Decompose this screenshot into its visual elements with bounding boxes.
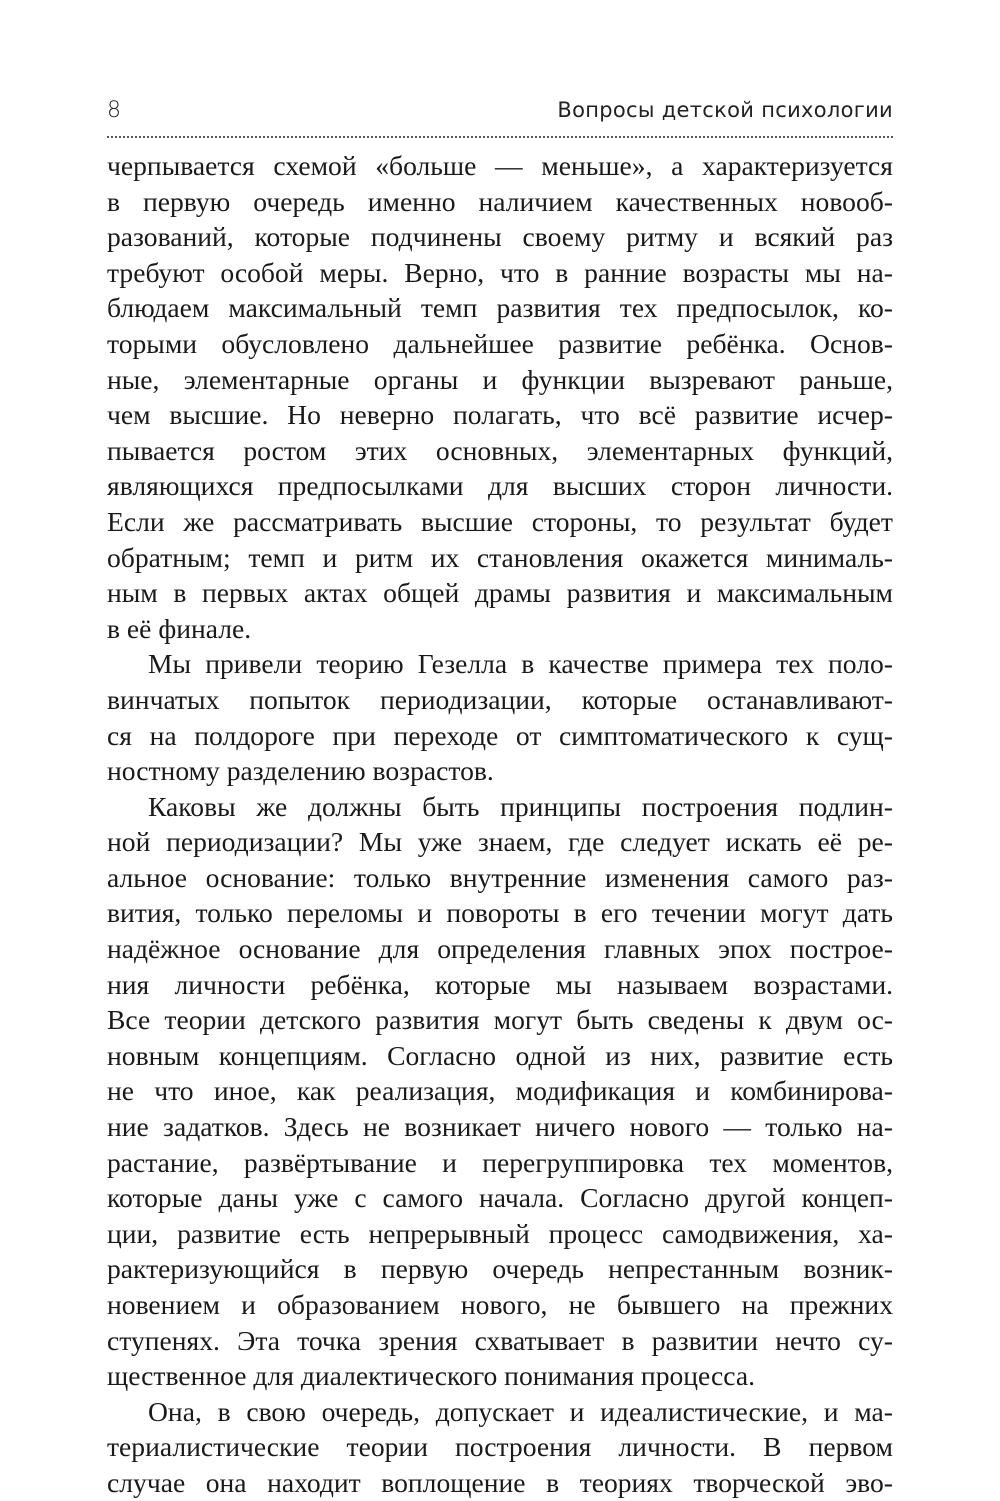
text-line: ции, развитие есть непрерывный процесс самодвижения, ха- — [107, 1217, 893, 1249]
text-line: териалистические теории построения личности. В первом — [107, 1431, 893, 1463]
text-line: щественное для диалектического понимания процесса. — [107, 1360, 755, 1392]
text-line: надёжное основание для определения главных эпох построе- — [107, 933, 893, 965]
page-number: 8 — [107, 98, 121, 123]
paragraph-4 — [107, 1394, 893, 1501]
text-line: не что иное, как реализация, модификация и комбинирова- — [107, 1075, 893, 1107]
text-line: случае она находит воплощение в теориях творческой эво- — [107, 1466, 893, 1498]
text-line: ступенях. Эта точка зрения схватывает в развитии нечто су- — [107, 1324, 893, 1356]
text-line: в первую очередь именно наличием качественных новооб- — [107, 185, 893, 217]
running-head — [107, 96, 893, 138]
text-line: Все теории детского развития могут быть сведены к двум ос- — [107, 1004, 893, 1036]
text-line: ностному разделению возрастов. — [107, 755, 494, 787]
text-line: чем высшие. Но неверно полагать, что всё развитие исчер- — [107, 399, 893, 431]
text-line: торыми обусловлено дальнейшее развитие ребёнка. Основ- — [107, 327, 893, 359]
text-line: Каковы же должны быть принципы построения подлин- — [148, 790, 893, 822]
text-line: в её финале. — [107, 612, 252, 644]
text-line: рактеризующийся в первую очередь непрестанным возник- — [107, 1253, 893, 1285]
text-line: пывается ростом этих основных, элементарных функций, — [107, 434, 893, 466]
text-line: винчатых попыток периодизации, которые останавливают- — [107, 683, 893, 715]
text-line: ния личности ребёнка, которые мы называем возрастами. — [107, 968, 893, 1000]
text-line: Если же рассматривать высшие стороны, то результат будет — [107, 505, 893, 537]
text-line: альное основание: только внутренние изменения самого раз- — [107, 861, 893, 893]
text-line: блюдаем максимальный темп развития тех предпосылок, ко- — [107, 292, 893, 324]
text-line: вития, только переломы и повороты в его течении могут дать — [107, 897, 893, 929]
text-line: являющихся предпосылками для высших сторон личности. — [107, 470, 893, 502]
text-line: новным концепциям. Согласно одной из них, развитие есть — [107, 1039, 893, 1071]
text-line: обратным; темп и ритм их становления окажется минималь- — [107, 541, 893, 573]
text-line: ся на полдороге при переходе от симптоматического к сущ- — [107, 719, 893, 751]
text-line: Она, в свою очередь, допускает и идеалистические, и ма- — [148, 1395, 893, 1427]
text-line: черпывается схемой «больше — меньше», а характеризуется — [107, 150, 893, 181]
text-line: Мы привели теорию Гезелла в качестве примера тех поло- — [148, 648, 893, 680]
paragraph-2 — [107, 646, 893, 788]
body-text — [107, 148, 893, 1501]
text-line: ной периодизации? Мы уже знаем, где следует искать её ре- — [107, 826, 893, 858]
text-line: которые даны уже с самого начала. Согласно другой концеп- — [107, 1182, 893, 1214]
text-line: ные, элементарные органы и функции вызревают раньше, — [107, 363, 893, 395]
paragraph-1 — [107, 148, 893, 646]
text-line: требуют особой меры. Верно, что в ранние возрасты мы на- — [107, 256, 893, 288]
paragraph-3 — [107, 789, 893, 1394]
running-title: Вопросы детской психологии — [557, 98, 893, 122]
text-line: новением и образованием нового, не бывшего на прежних — [107, 1289, 893, 1320]
text-line: ным в первых актах общей драмы развития и максимальным — [107, 577, 893, 609]
text-line: растание, развёртывание и перегруппировка тех моментов, — [107, 1146, 893, 1178]
text-line: разований, которые подчинены своему ритму и всякий раз — [107, 221, 893, 253]
text-line: ние задатков. Здесь не возникает ничего нового — только на- — [107, 1111, 893, 1143]
